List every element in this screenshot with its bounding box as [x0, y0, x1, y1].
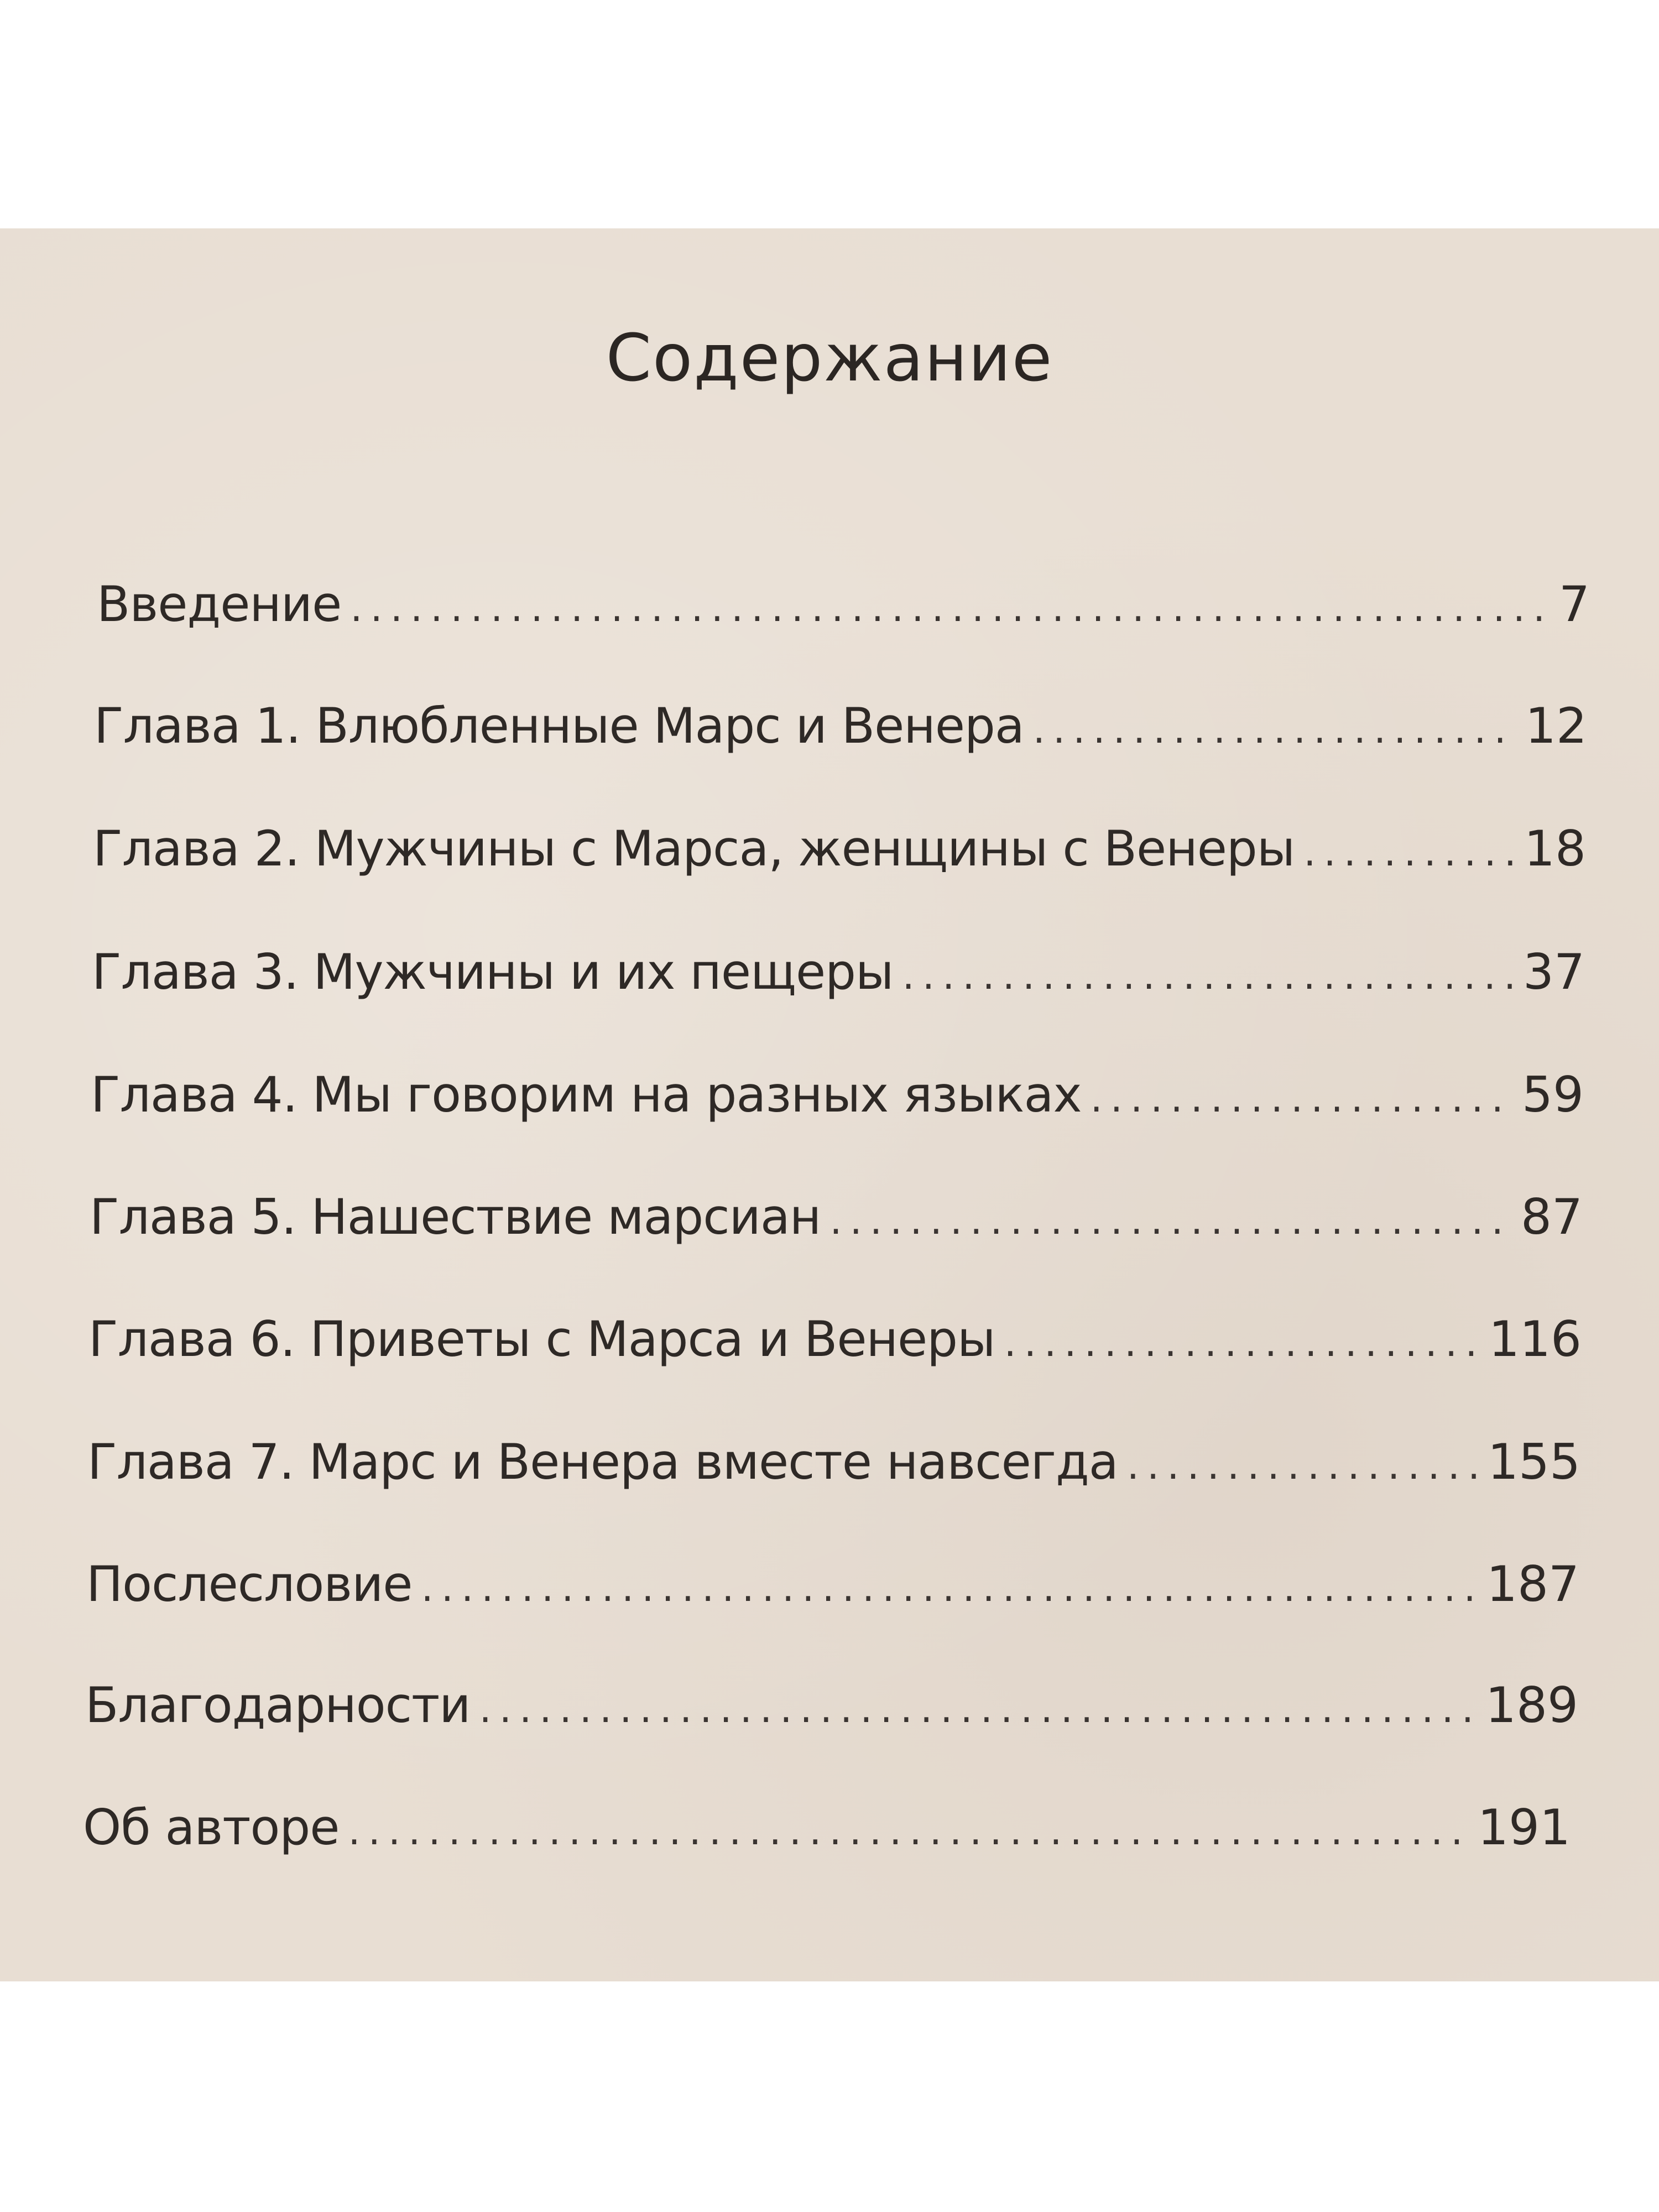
toc-entry-introduction [97, 574, 1590, 635]
toc-entry-chapter-7 [87, 1432, 1580, 1493]
toc-entry-label: Глава 7. Марс и Венера вместе навсегда [87, 1433, 1118, 1490]
dot-leader [1033, 699, 1515, 760]
toc-entry-label: Глава 2. Мужчины с Марса, женщины с Венеры [93, 820, 1295, 877]
toc-entry-page-number: 59 [1522, 1066, 1584, 1123]
toc-entry-page-number: 191 [1478, 1799, 1571, 1856]
page-title: Содержание [606, 320, 1053, 396]
toc-entry-page-number: 87 [1521, 1188, 1583, 1245]
toc-entry-page-number: 18 [1524, 820, 1586, 877]
toc-entry-label: Глава 5. Нашествие марсиан [90, 1188, 821, 1245]
dot-leader [1004, 1312, 1479, 1373]
toc-entry-chapter-2 [93, 818, 1586, 879]
toc-entry-chapter-1 [94, 696, 1587, 757]
toc-entry-label: Глава 6. Приветы с Марса и Венеры [88, 1311, 995, 1368]
dot-leader [1303, 822, 1514, 883]
toc-entry-page-number: 7 [1559, 576, 1590, 633]
toc-entry-about-author [83, 1797, 1571, 1858]
toc-entry-page-number: 37 [1523, 943, 1585, 1000]
dot-leader [1091, 1068, 1512, 1129]
toc-entry-label: Введение [97, 576, 342, 633]
toc-entry-label: Благодарности [85, 1677, 471, 1734]
toc-entry-page-number: 12 [1525, 697, 1587, 754]
table-of-contents [0, 228, 1659, 1981]
toc-entry-chapter-4 [91, 1065, 1584, 1125]
toc-entry-acknowledgements [85, 1675, 1578, 1736]
toc-entry-chapter-3 [92, 942, 1585, 1003]
toc-entry-page-number: 116 [1489, 1311, 1582, 1368]
toc-entry-page-number: 155 [1488, 1433, 1580, 1490]
dot-leader [350, 577, 1549, 638]
book-page [0, 228, 1659, 1981]
dot-leader [830, 1190, 1511, 1251]
toc-entry-label: Глава 3. Мужчины и их пещеры [92, 943, 894, 1000]
toc-entry-label: Об авторе [83, 1799, 340, 1856]
toc-entry-label: Послесловие [86, 1556, 413, 1613]
toc-entry-page-number: 187 [1486, 1556, 1579, 1613]
toc-entry-afterword [86, 1554, 1579, 1615]
dot-leader [421, 1557, 1477, 1618]
toc-entry-label: Глава 4. Мы говорим на разных языках [91, 1066, 1082, 1123]
toc-entry-label: Глава 1. Влюбленные Марс и Венера [94, 697, 1024, 754]
toc-entry-chapter-5 [90, 1187, 1583, 1248]
dot-leader [902, 945, 1513, 1006]
toc-entry-page-number: 189 [1485, 1677, 1578, 1734]
toc-entry-chapter-6 [88, 1309, 1582, 1370]
dot-leader [1127, 1435, 1478, 1496]
dot-leader [479, 1678, 1475, 1739]
dot-leader [348, 1801, 1468, 1861]
